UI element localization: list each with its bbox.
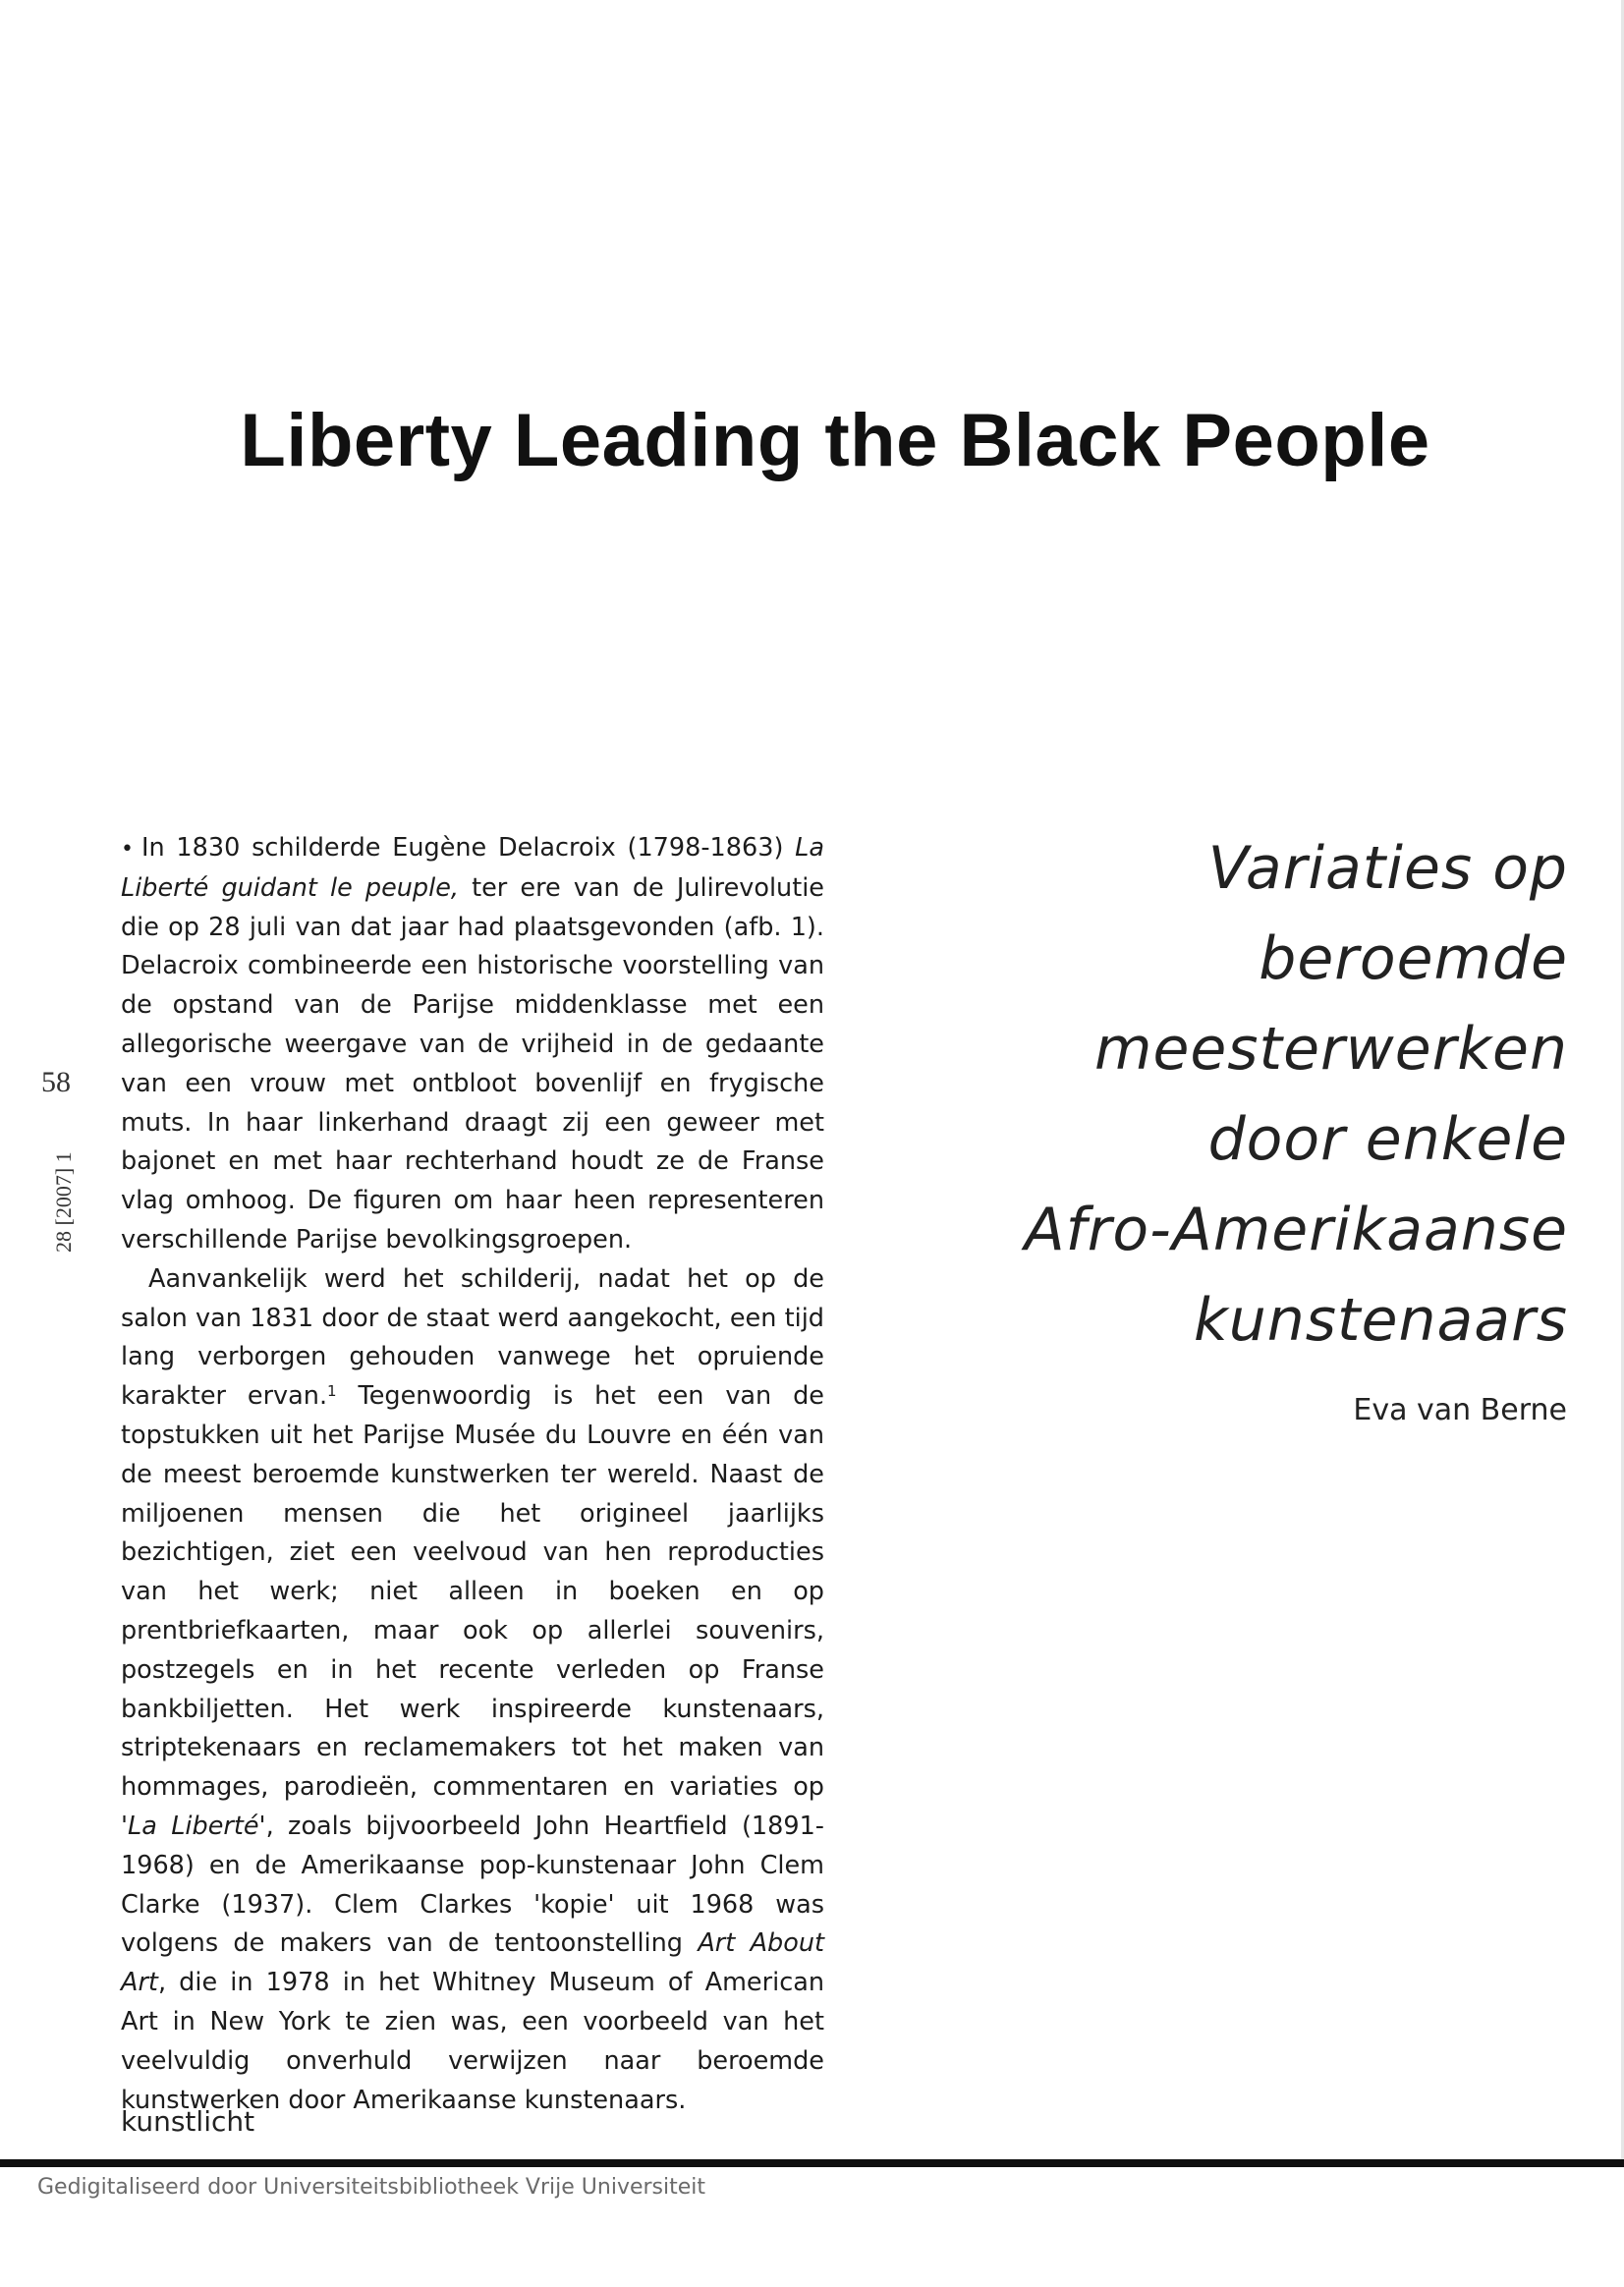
body-column [121,829,824,2120]
p2-italic-1: 'La Liberté' [121,1811,266,1841]
p1-italic-title: La Liberté guidant le peuple, [121,833,824,903]
p1-text-1: In 1830 schilderde Eugène Delacroix (1798-1863) [140,833,796,863]
subtitle-line: Afro-Amerikaanse [1024,1196,1568,1264]
p2-text-3: , zoals bijvoorbeeld John Heartfield (1891-1968) en de Amerikaanse pop-kunstenaar John Clem Clarke (1937). Clem Clarkes 'kopie' uit 1968 was volgens de makers van de tentoonstelling [121,1811,825,1959]
subtitle-block [982,823,1568,1366]
subtitle-line: kunstenaars [1194,1286,1568,1355]
subtitle-line: door enkele [1207,1105,1568,1174]
paragraph-2 [121,1260,824,2121]
p2-text-2: Tegenwoordig is het een van de topstukken uit het Parijse Musée du Louvre en één van de meest beroemde kunstwerken ter wereld. Naast de miljoenen mensen die het origineel jaarlijks bezichtigen, ziet een veelvoud van hen reproducties van het werk; niet alleen in boeken en op prentbriefkaarten, maar ook op allerlei souvenirs, postzegels en in het recente verleden op Franse bankbiljetten. Het werk inspireerde kunstenaars, striptekenaars en reclamemakers tot het maken van hommages, parodieën, commentaren en variaties op [121,1381,824,1803]
volume-label: 28 [2007] 1 [51,1151,76,1253]
subtitle-line: beroemde [1259,924,1568,993]
author-name: Eva van Berne [1353,1393,1567,1427]
journal-brand: kunstlicht [121,2105,255,2138]
p2-text-1: Aanvankelijk werd het schilderij, nadat het op de salon van 1831 door de staat werd aangekocht, een tijd lang verborgen gehouden vanwege het opruiende karakter ervan. [121,1263,824,1412]
bullet-icon: • [121,837,134,862]
p2-italic-2: Art About Art [121,1928,824,1998]
p2-text-4: , die in 1978 in het Whitney Museum of American Art in New York te zien was, een voorbeeld van het veelvuldig onverhuld verwijzen naar beroemde kunstwerken door Amerikaanse kunstenaars. [121,1968,824,2115]
paragraph-1 [121,829,824,1260]
article-title: Liberty Leading the Black People [240,399,1430,482]
footnote-ref[interactable]: 1 [327,1382,337,1401]
page-number: 58 [41,1066,71,1098]
p1-text-2: ter ere van de Julirevolutie die op 28 juli van dat jaar had plaatsgevonden (afb. 1). Delacroix combineerde een historische voorstelling van de opstand van de Parijse middenklasse met een allegorische weergave van de vrijheid in de gedaante van een vrouw met ontbloot bovenlijf en frygische muts. In haar linkerhand draagt zij een geweer met bajonet en met haar rechterhand houdt ze de Franse vlag omhoog. De figuren om haar heen representeren verschillende Parijse bevolkingsgroepen. [121,872,824,1255]
subtitle-line: Variaties op [1207,834,1568,903]
footer-rule [0,2159,1624,2167]
subtitle-line: meesterwerken [1094,1015,1568,1084]
digitization-notice: Gedigitaliseerd door Universiteitsbibliotheek Vrije Universiteit [37,2175,706,2200]
